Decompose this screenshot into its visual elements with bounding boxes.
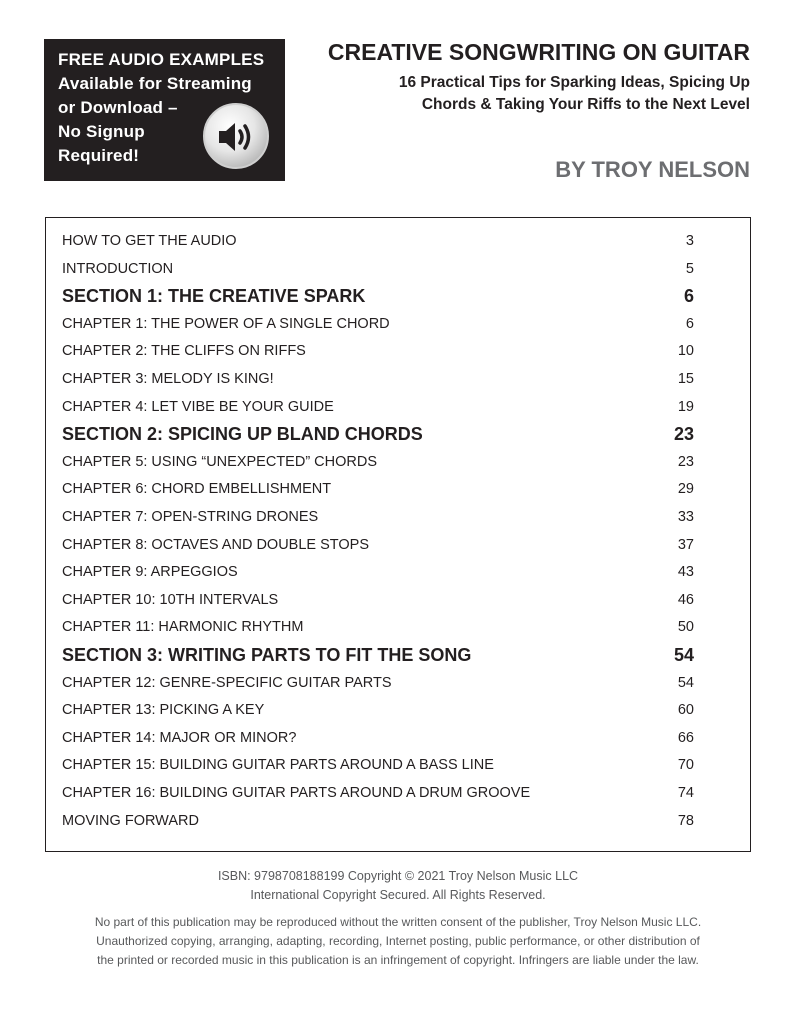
toc-page-number: 70: [677, 757, 694, 774]
toc-entry-title: CHAPTER 11: HARMONIC RHYTHM: [62, 619, 304, 636]
toc-section-row: [62, 288, 694, 310]
toc-entry-row: [62, 343, 694, 365]
toc-entry-title: CHAPTER 16: BUILDING GUITAR PARTS AROUND A DRUM GROOVE: [62, 785, 531, 801]
toc-page-number: 74: [677, 785, 694, 801]
book-title: CREATIVE SONGWRITING ON GUITAR: [327, 39, 750, 65]
toc-page-number: 29: [677, 481, 694, 498]
toc-entry-row: [62, 371, 694, 393]
toc-page-number: 54: [677, 674, 694, 691]
toc-entry-row: [62, 454, 694, 476]
audio-box-line: Available for Streaming: [58, 74, 252, 93]
toc-entry-title: CHAPTER 2: THE CLIFFS ON RIFFS: [62, 343, 306, 360]
toc-entry-row: [62, 702, 694, 724]
toc-page-number: 50: [677, 619, 694, 636]
isbn-copyright: [0, 867, 796, 905]
legal-line: the printed or recorded music in this publication is an infringement of copyright. Infringers are liable under the law.: [97, 953, 699, 967]
toc-entry-row: [62, 813, 694, 835]
legal-notice: [0, 913, 796, 970]
toc-page-number: 5: [685, 260, 694, 277]
toc-entry-title: CHAPTER 7: OPEN-STRING DRONES: [62, 509, 319, 525]
legal-line: Unauthorized copying, arranging, adapting, recording, Internet posting, public performance, or other distribution of: [96, 934, 700, 948]
toc-entry-title: CHAPTER 5: USING “UNEXPECTED” CHORDS: [62, 453, 378, 470]
toc-page-number: 33: [677, 509, 694, 525]
toc-entry-title: CHAPTER 6: CHORD EMBELLISHMENT: [62, 481, 332, 498]
rights-line: International Copyright Secured. All Rights Reserved.: [250, 888, 546, 902]
toc-entry-row: [62, 619, 694, 641]
toc-entry-title: CHAPTER 9: ARPEGGIOS: [62, 564, 238, 581]
toc-entry-row: [62, 757, 694, 779]
toc-page-number: 23: [673, 424, 694, 445]
toc-page-number: 60: [677, 702, 694, 719]
toc-page-number: 37: [677, 536, 694, 553]
toc-entry-row: [62, 509, 694, 531]
speaker-icon: [203, 103, 269, 169]
toc-entry-row: [62, 261, 694, 283]
toc-page-number: 6: [685, 315, 694, 332]
audio-box-line: Required!: [58, 146, 140, 165]
toc-entry-title: CHAPTER 12: GENRE-SPECIFIC GUITAR PARTS: [62, 674, 392, 691]
toc-section-row: [62, 647, 694, 669]
subtitle-line: Chords & Taking Your Riffs to the Next Level: [421, 96, 750, 113]
audio-box-line: or Download –: [58, 98, 178, 117]
toc-entry-title: CHAPTER 4: LET VIBE BE YOUR GUIDE: [62, 398, 334, 415]
audio-box-line: FREE AUDIO EXAMPLES: [58, 50, 265, 69]
toc-page-number: 19: [677, 398, 694, 415]
toc-entry-row: [62, 399, 694, 421]
toc-page-number: 23: [677, 453, 694, 470]
toc-entry-title: HOW TO GET THE AUDIO: [62, 233, 237, 249]
toc-entry-title: CHAPTER 1: THE POWER OF A SINGLE CHORD: [62, 315, 390, 332]
toc-entry-title: CHAPTER 3: MELODY IS KING!: [62, 371, 274, 387]
audio-box-line: No Signup: [58, 122, 145, 141]
toc-page-number: 15: [677, 371, 694, 387]
toc-page-number: 78: [677, 812, 694, 829]
toc-entry-title: CHAPTER 8: OCTAVES AND DOUBLE STOPS: [62, 536, 369, 553]
toc-entry-row: [62, 233, 694, 255]
toc-page-number: 66: [677, 729, 694, 746]
toc-entry-row: [62, 785, 694, 807]
toc-entry-row: [62, 592, 694, 614]
toc-entry-title: CHAPTER 15: BUILDING GUITAR PARTS AROUND A BASS LINE: [62, 757, 494, 774]
toc-entry-title: MOVING FORWARD: [62, 812, 199, 829]
toc-entry-row: [62, 537, 694, 559]
toc-page-number: 46: [677, 591, 694, 608]
toc-entry-title: SECTION 3: WRITING PARTS TO FIT THE SONG: [62, 645, 472, 665]
toc-entry-title: INTRODUCTION: [62, 260, 174, 277]
legal-line: No part of this publication may be reproduced without the written consent of the publisher, Troy Nelson Music LLC.: [94, 915, 702, 929]
toc-entry-row: [62, 481, 694, 503]
toc-entry-row: [62, 316, 694, 338]
table-of-contents: [45, 217, 751, 852]
toc-entry-title: SECTION 1: THE CREATIVE SPARK: [62, 286, 366, 307]
toc-entry-row: [62, 730, 694, 752]
toc-page-number: 6: [683, 286, 694, 307]
book-subtitle: [328, 72, 750, 116]
toc-page-number: 10: [677, 343, 694, 360]
author-byline: BY TROY NELSON: [555, 157, 750, 182]
isbn-line: ISBN: 9798708188199 Copyright © 2021 Troy Nelson Music LLC: [217, 869, 579, 883]
toc-page-number: 43: [677, 564, 694, 581]
title-block: [328, 38, 750, 116]
toc-entry-row: [62, 675, 694, 697]
subtitle-line: 16 Practical Tips for Sparking Ideas, Spicing Up: [398, 74, 750, 91]
toc-entry-title: SECTION 2: SPICING UP BLAND CHORDS: [62, 424, 423, 445]
toc-page-number: 54: [673, 645, 694, 665]
toc-entry-title: CHAPTER 10: 10TH INTERVALS: [62, 591, 279, 608]
toc-entry-row: [62, 564, 694, 586]
toc-section-row: [62, 426, 694, 448]
toc-page-number: 3: [685, 233, 694, 249]
toc-entry-title: CHAPTER 14: MAJOR OR MINOR?: [62, 729, 297, 746]
toc-entry-title: CHAPTER 13: PICKING A KEY: [62, 702, 265, 719]
